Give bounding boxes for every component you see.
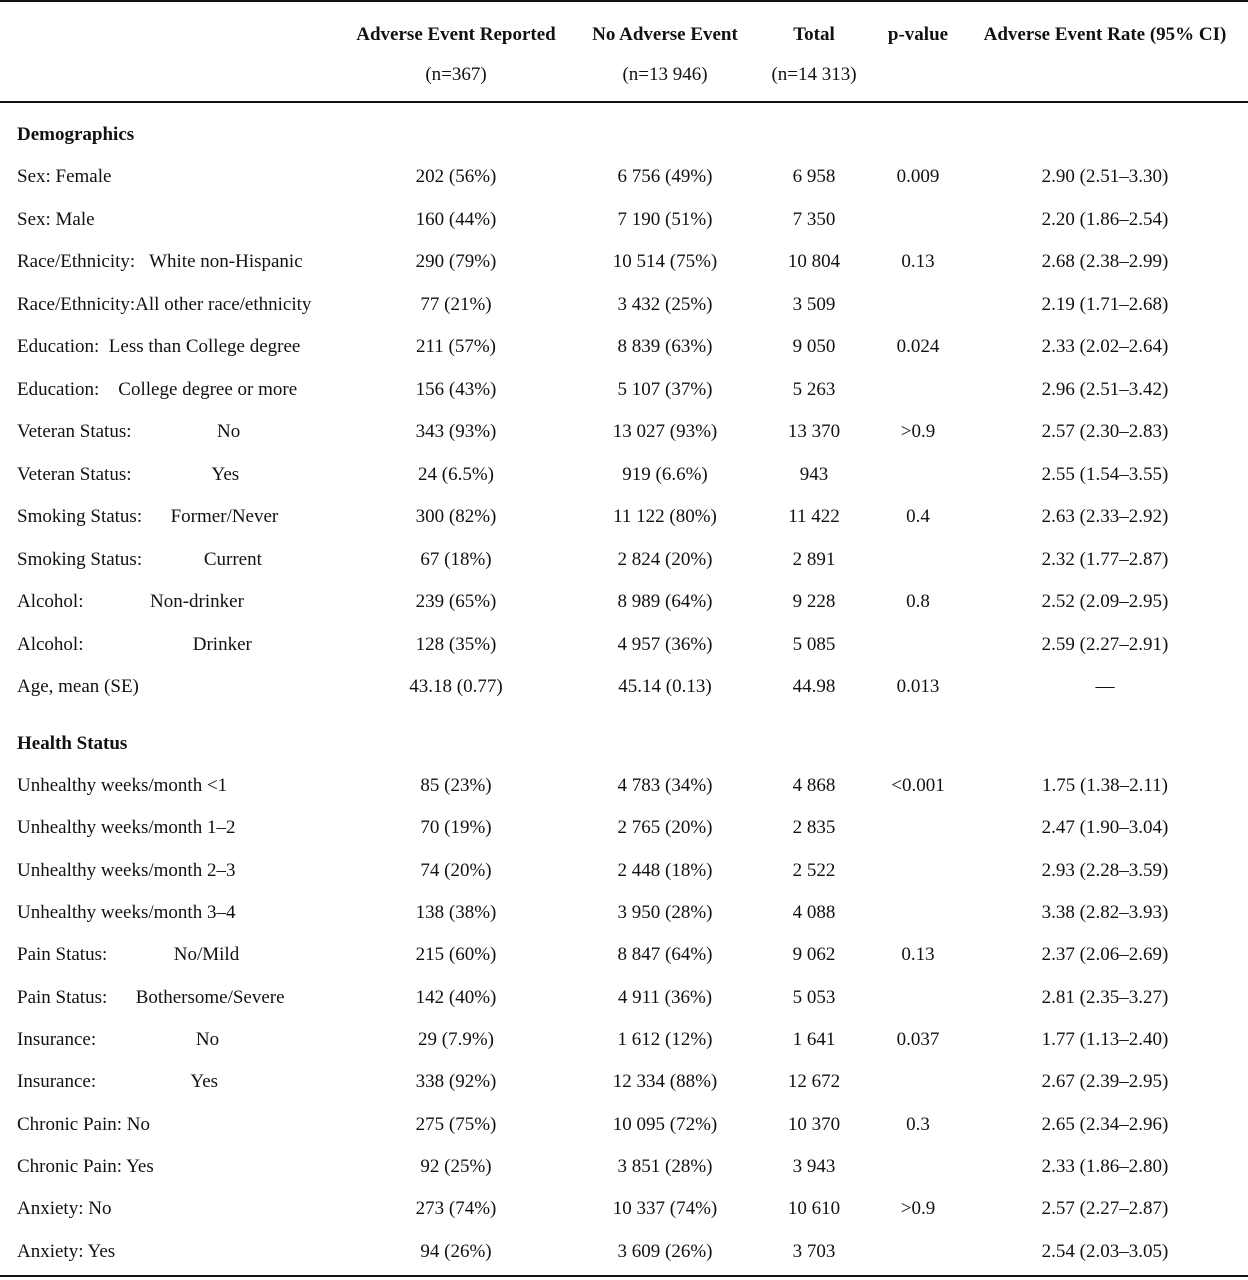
total-cell: 9 050 — [792, 336, 836, 357]
header-adverse-event-title: Adverse Event Reported — [356, 24, 556, 45]
rate-cell: — — [1095, 676, 1115, 697]
table-row — [0, 247, 1248, 277]
header-rate-title: Adverse Event Rate (95% CI) — [983, 24, 1227, 45]
total-cell: 5 053 — [792, 986, 836, 1008]
table-top-rule — [0, 0, 1248, 2]
no-adverse-event-cell: 3 851 (28%) — [617, 1155, 713, 1177]
row-label: Smoking Status: Former/Never — [17, 506, 279, 527]
table-row — [0, 1067, 1248, 1097]
rate-cell: 2.52 (2.09–2.95) — [1041, 591, 1169, 612]
header-p-value-title: p-value — [887, 24, 949, 45]
adverse-event-cell: 239 (65%) — [415, 591, 497, 612]
row-label: Race/Ethnicity: White non-Hispanic — [17, 251, 303, 272]
no-adverse-event-cell: 8 989 (64%) — [617, 591, 713, 612]
table-row — [0, 460, 1248, 490]
no-adverse-event-cell: 2 824 (20%) — [617, 548, 713, 570]
rate-cell: 2.90 (2.51–3.30) — [1041, 166, 1169, 187]
rate-cell: 2.20 (1.86–2.54) — [1041, 208, 1169, 230]
row-label: Alcohol: Drinker — [17, 633, 252, 655]
no-adverse-event-cell: 2 448 (18%) — [617, 859, 713, 881]
row-label: Education: Less than College degree — [17, 336, 301, 357]
header-total — [764, 24, 864, 86]
p-value-cell: <0.001 — [891, 775, 945, 796]
p-value-cell: 0.8 — [906, 591, 930, 612]
rate-cell: 2.55 (1.54–3.55) — [1041, 463, 1169, 485]
total-cell: 1 641 — [792, 1028, 836, 1050]
adverse-event-cell: 343 (93%) — [415, 421, 497, 442]
p-value-cell: 0.009 — [896, 166, 940, 187]
total-cell: 943 — [799, 463, 829, 485]
total-cell: 12 672 — [787, 1071, 841, 1093]
header-adverse-event-n: (n=367) — [425, 64, 487, 85]
section-demographics: Demographics — [17, 124, 135, 145]
total-cell: 9 228 — [792, 591, 836, 612]
p-value-cell: >0.9 — [900, 421, 936, 442]
table-row — [0, 1025, 1248, 1055]
total-cell: 3 703 — [792, 1240, 836, 1262]
table-row — [0, 587, 1248, 617]
row-label: Pain Status: No/Mild — [17, 944, 240, 966]
adverse-event-cell: 70 (19%) — [420, 817, 492, 839]
adverse-event-cell: 128 (35%) — [415, 633, 497, 655]
total-cell: 3 509 — [792, 293, 836, 315]
no-adverse-event-cell: 1 612 (12%) — [617, 1028, 713, 1050]
table-row — [0, 940, 1248, 970]
rate-cell: 2.59 (2.27–2.91) — [1041, 633, 1169, 655]
row-label: Chronic Pain: Yes — [17, 1155, 154, 1177]
adverse-event-cell: 275 (75%) — [415, 1113, 497, 1135]
rate-cell: 2.19 (1.71–2.68) — [1041, 293, 1169, 315]
row-label: Smoking Status: Current — [17, 548, 262, 570]
total-cell: 5 263 — [792, 378, 836, 400]
adverse-event-cell: 160 (44%) — [415, 208, 497, 230]
header-total-n: (n=14 313) — [771, 64, 857, 85]
total-cell: 7 350 — [792, 208, 836, 230]
no-adverse-event-cell: 8 839 (63%) — [617, 336, 713, 357]
row-label: Sex: Female — [17, 166, 112, 187]
adverse-event-cell: 77 (21%) — [420, 293, 492, 315]
adverse-event-cell: 29 (7.9%) — [418, 1028, 494, 1050]
p-value-cell: 0.024 — [896, 336, 940, 357]
header-total-title: Total — [793, 24, 835, 45]
adverse-event-cell: 215 (60%) — [415, 944, 497, 966]
table-row — [0, 771, 1248, 801]
total-cell: 10 370 — [787, 1113, 841, 1135]
no-adverse-event-cell: 4 911 (36%) — [617, 986, 713, 1008]
rate-cell: 2.57 (2.30–2.83) — [1041, 421, 1169, 442]
no-adverse-event-cell: 4 783 (34%) — [617, 775, 713, 796]
no-adverse-event-cell: 12 334 (88%) — [612, 1071, 718, 1093]
table-row — [0, 1194, 1248, 1224]
header-no-adverse-event-title: No Adverse Event — [592, 24, 738, 45]
row-label: Sex: Male — [17, 208, 95, 230]
row-label: Pain Status: Bothersome/Severe — [17, 986, 285, 1008]
no-adverse-event-cell: 10 514 (75%) — [612, 251, 718, 272]
adverse-event-cell: 92 (25%) — [420, 1155, 492, 1177]
adverse-event-cell: 300 (82%) — [415, 506, 497, 527]
adverse-event-cell: 142 (40%) — [415, 986, 497, 1008]
adverse-event-cell: 94 (26%) — [420, 1240, 492, 1262]
table-row — [0, 290, 1248, 320]
total-cell: 9 062 — [792, 944, 836, 966]
p-value-cell: 0.013 — [896, 676, 940, 697]
header-no-adverse-event — [580, 24, 750, 86]
no-adverse-event-cell: 5 107 (37%) — [617, 378, 713, 400]
rate-cell: 3.38 (2.82–3.93) — [1041, 901, 1169, 923]
rate-cell: 2.67 (2.39–2.95) — [1041, 1071, 1169, 1093]
table-row — [0, 545, 1248, 575]
total-cell: 5 085 — [792, 633, 836, 655]
table-row — [0, 375, 1248, 405]
rate-cell: 2.93 (2.28–3.59) — [1041, 859, 1169, 881]
table-row — [0, 1152, 1248, 1182]
header-adverse-event — [331, 24, 581, 86]
header-p-value — [868, 24, 968, 46]
rate-cell: 1.75 (1.38–2.11) — [1042, 775, 1168, 796]
rate-cell: 2.57 (2.27–2.87) — [1041, 1198, 1169, 1220]
table-row — [0, 898, 1248, 928]
total-cell: 44.98 — [792, 676, 836, 697]
header-rate — [970, 24, 1240, 46]
total-cell: 4 868 — [792, 775, 836, 796]
no-adverse-event-cell: 3 432 (25%) — [617, 293, 713, 315]
rate-cell: 2.96 (2.51–3.42) — [1041, 378, 1169, 400]
no-adverse-event-cell: 8 847 (64%) — [617, 944, 713, 966]
table-row — [0, 502, 1248, 532]
total-cell: 6 958 — [792, 166, 836, 187]
row-label: Anxiety: No — [17, 1198, 112, 1220]
rate-cell: 2.63 (2.33–2.92) — [1041, 506, 1169, 527]
rate-cell: 1.77 (1.13–2.40) — [1041, 1028, 1169, 1050]
adverse-event-cell: 338 (92%) — [415, 1071, 497, 1093]
p-value-cell: 0.13 — [901, 944, 935, 966]
row-label: Education: College degree or more — [17, 378, 298, 400]
row-label: Unhealthy weeks/month 2–3 — [17, 859, 236, 881]
adverse-event-cell: 138 (38%) — [415, 901, 497, 923]
table-row — [0, 856, 1248, 886]
rate-cell: 2.54 (2.03–3.05) — [1041, 1240, 1169, 1262]
p-value-cell: >0.9 — [900, 1198, 936, 1220]
total-cell: 10 610 — [787, 1198, 841, 1220]
total-cell: 2 891 — [792, 548, 836, 570]
rate-cell: 2.47 (1.90–3.04) — [1041, 817, 1169, 839]
no-adverse-event-cell: 13 027 (93%) — [612, 421, 718, 442]
no-adverse-event-cell: 2 765 (20%) — [617, 817, 713, 839]
total-cell: 13 370 — [787, 421, 841, 442]
rate-cell: 2.68 (2.38–2.99) — [1041, 251, 1169, 272]
no-adverse-event-cell: 10 337 (74%) — [612, 1198, 718, 1220]
adverse-event-cell: 43.18 (0.77) — [409, 676, 503, 697]
rate-cell: 2.65 (2.34–2.96) — [1041, 1113, 1169, 1135]
rate-cell: 2.37 (2.06–2.69) — [1041, 944, 1169, 966]
table-bottom-rule — [0, 1275, 1248, 1277]
adverse-event-cell: 67 (18%) — [420, 548, 492, 570]
no-adverse-event-cell: 3 950 (28%) — [617, 901, 713, 923]
row-label: Age, mean (SE) — [17, 676, 139, 697]
row-label: Unhealthy weeks/month <1 — [17, 775, 228, 796]
no-adverse-event-cell: 11 122 (80%) — [613, 506, 717, 527]
total-cell: 3 943 — [792, 1155, 836, 1177]
table-row — [0, 332, 1248, 362]
p-value-cell: 0.4 — [906, 506, 930, 527]
rate-cell: 2.32 (1.77–2.87) — [1041, 548, 1169, 570]
no-adverse-event-cell: 919 (6.6%) — [622, 463, 708, 485]
row-label: Veteran Status: No — [17, 421, 241, 442]
header-no-adverse-event-n: (n=13 946) — [622, 64, 708, 85]
rate-cell: 2.81 (2.35–3.27) — [1041, 986, 1169, 1008]
total-cell: 10 804 — [787, 251, 841, 272]
table-row — [0, 205, 1248, 235]
no-adverse-event-cell: 10 095 (72%) — [612, 1113, 718, 1135]
p-value-cell: 0.13 — [901, 251, 935, 272]
adverse-event-cell: 290 (79%) — [415, 251, 497, 272]
adverse-event-cell: 74 (20%) — [420, 859, 492, 881]
total-cell: 2 835 — [792, 817, 836, 839]
no-adverse-event-cell: 6 756 (49%) — [617, 166, 713, 187]
no-adverse-event-cell: 4 957 (36%) — [617, 633, 713, 655]
row-label: Alcohol: Non-drinker — [17, 591, 244, 612]
header-rule — [0, 101, 1248, 103]
table-row — [0, 1237, 1248, 1267]
section-health-status: Health Status — [17, 733, 128, 754]
table-row — [0, 417, 1248, 447]
table-row — [0, 983, 1248, 1013]
no-adverse-event-cell: 3 609 (26%) — [617, 1240, 713, 1262]
adverse-event-cell: 273 (74%) — [415, 1198, 497, 1220]
rate-cell: 2.33 (2.02–2.64) — [1041, 336, 1169, 357]
table-row — [0, 630, 1248, 660]
row-label: Unhealthy weeks/month 1–2 — [17, 817, 236, 839]
adverse-event-cell: 85 (23%) — [420, 775, 492, 796]
table-row — [0, 162, 1248, 192]
total-cell: 11 422 — [788, 506, 840, 527]
table-row — [0, 813, 1248, 843]
row-label: Race/Ethnicity:All other race/ethnicity — [17, 293, 312, 315]
total-cell: 4 088 — [792, 901, 836, 923]
p-value-cell: 0.037 — [896, 1028, 940, 1050]
adverse-event-cell: 202 (56%) — [415, 166, 497, 187]
rate-cell: 2.33 (1.86–2.80) — [1041, 1155, 1169, 1177]
table-row — [0, 672, 1248, 702]
table-row — [0, 1110, 1248, 1140]
adverse-event-cell: 156 (43%) — [415, 378, 497, 400]
p-value-cell: 0.3 — [906, 1113, 930, 1135]
adverse-event-cell: 24 (6.5%) — [418, 463, 494, 485]
row-label: Insurance: No — [17, 1028, 220, 1050]
row-label: Insurance: Yes — [17, 1071, 219, 1093]
row-label: Unhealthy weeks/month 3–4 — [17, 901, 236, 923]
total-cell: 2 522 — [792, 859, 836, 881]
no-adverse-event-cell: 7 190 (51%) — [617, 208, 713, 230]
row-label: Chronic Pain: No — [17, 1113, 150, 1135]
row-label: Anxiety: Yes — [17, 1240, 116, 1262]
no-adverse-event-cell: 45.14 (0.13) — [618, 676, 712, 697]
row-label: Veteran Status: Yes — [17, 463, 240, 485]
adverse-event-cell: 211 (57%) — [415, 336, 497, 357]
